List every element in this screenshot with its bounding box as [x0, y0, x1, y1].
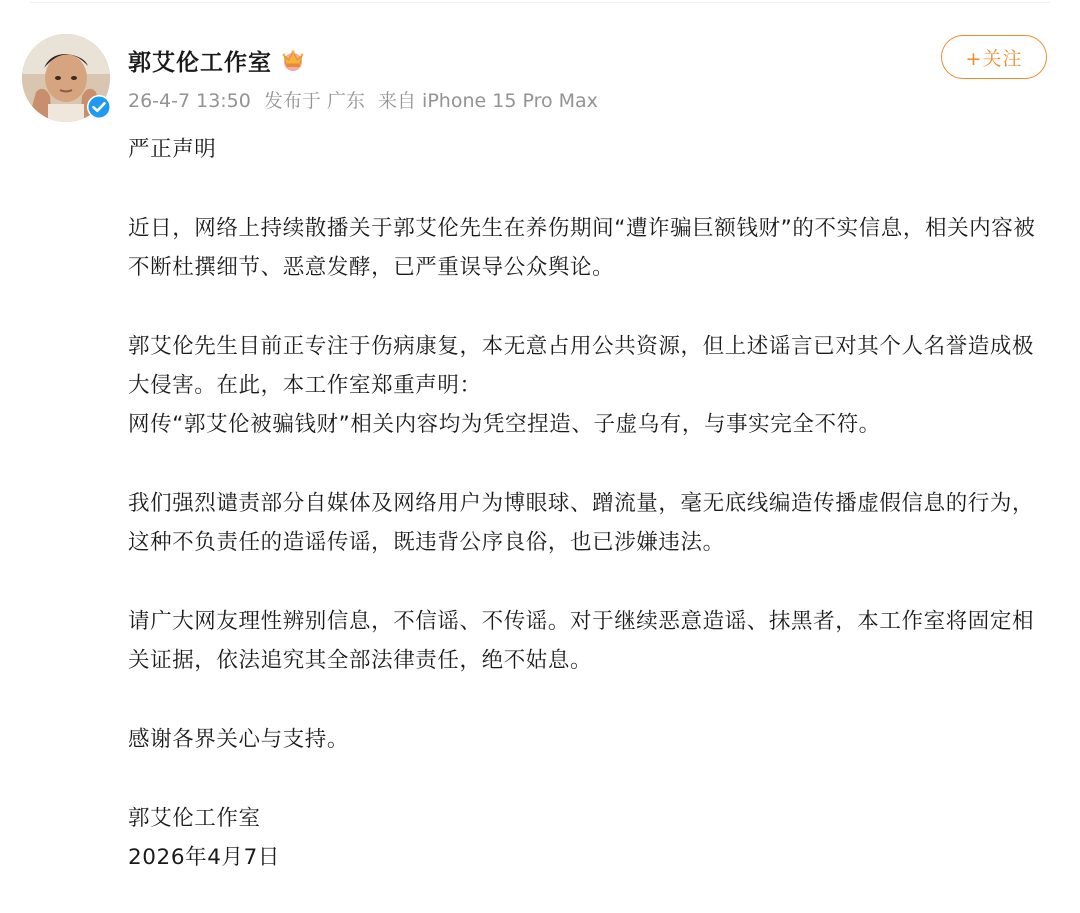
post-paragraph-5: 感谢各界关心与支持。 — [128, 727, 350, 752]
author-name[interactable]: 郭艾伦工作室 — [128, 49, 272, 76]
post-meta — [128, 86, 605, 113]
post-signature: 郭艾伦工作室 — [128, 806, 261, 831]
post-paragraph-4: 请广大网友理性辨别信息，不信谣、不传谣。对于继续恶意造谣、抹黑者，本工作室将固定相关证据，依法追究其全部法律责任，绝不姑息。 — [128, 609, 1035, 673]
post-paragraph-3: 我们强烈谴责部分自媒体及网络用户为博眼球、蹭流量，毫无底线编造传播虚假信息的行为，这种不负责任的造谣传谣，既违背公序良俗，也已涉嫌违法。 — [128, 491, 1035, 555]
author-name-row — [128, 40, 306, 80]
post-sign-date: 2026年4月7日 — [128, 845, 280, 870]
post-paragraph-2a: 郭艾伦先生目前正专注于伤病康复，本无意占用公共资源，但上述谣言已对其个人名誉造成极大侵害。在此，本工作室郑重声明： — [128, 334, 1035, 398]
post-title: 严正声明 — [128, 137, 217, 162]
top-divider — [30, 2, 1050, 3]
crown-icon[interactable] — [280, 48, 306, 72]
verified-badge-icon — [86, 94, 112, 120]
follow-button[interactable]: +关注 — [941, 35, 1047, 79]
post-paragraph-2b: 网传“郭艾伦被骗钱财”相关内容均为凭空捏造、子虚乌有，与事实完全不符。 — [128, 412, 881, 437]
post-location: 发布于 广东 — [263, 90, 365, 112]
post-device: 来自 iPhone 15 Pro Max — [378, 90, 598, 112]
author-avatar[interactable] — [22, 34, 110, 122]
post-paragraph-1: 近日，网络上持续散播关于郭艾伦先生在养伤期间“遭诈骗巨额钱财”的不实信息，相关内容被不断杜撰细节、恶意发酵，已严重误导公众舆论。 — [128, 216, 1036, 280]
post-date[interactable]: 26-4-7 13:50 — [128, 90, 251, 112]
post-body — [128, 130, 1040, 877]
